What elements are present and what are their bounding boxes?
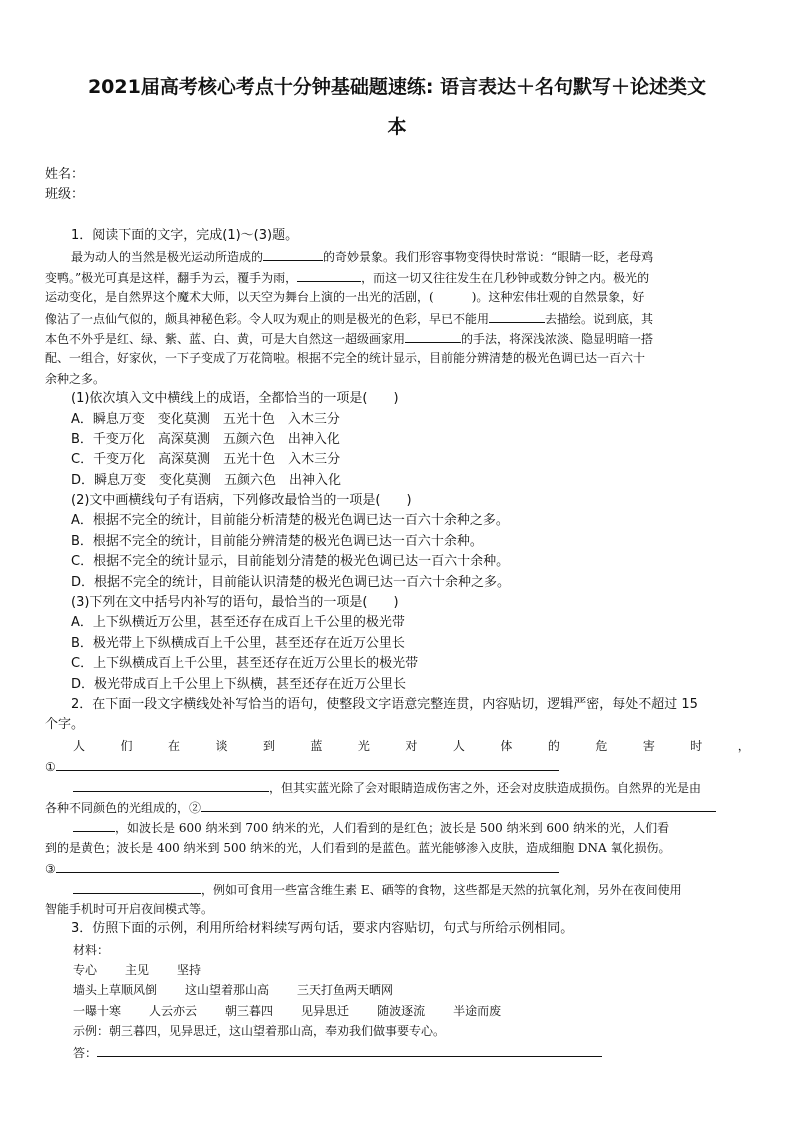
- question-content: [45, 226, 750, 1062]
- answer-blank-1[interactable]: [56, 756, 559, 771]
- answer-blank: [489, 308, 545, 323]
- q2-prompt: 2．在下面一段文字横线处补写恰当的语句，使整段文字语意完整连贯，内容贴切，逻辑严密，每处不超过 15: [71, 696, 698, 712]
- q2-text-line: ，例如可食用一些富含维生素 E、硒等的食物，这些都是天然的抗氧化剂，另外在夜间使用: [45, 879, 750, 899]
- answer-blank-1-cont[interactable]: [73, 777, 269, 792]
- option-a[interactable]: A．上下纵横近万公里，甚至还存在成百上千公里的极光带: [71, 615, 405, 631]
- option-b[interactable]: B．根据不完全的统计，目前能分辨清楚的极光色调已达一百六十余种。: [71, 533, 483, 549]
- q1-passage-line: 最为动人的当然是极光运动所造成的 的奇妙景象。我们形容事物变得快时常说：“眼睛一眨，老母鸡: [45, 246, 750, 266]
- q1-prompt: 1．阅读下面的文字，完成(1)～(3)题。: [71, 228, 299, 243]
- q2-prompt-cont: 个字。: [45, 717, 85, 733]
- name-label: 姓名：: [45, 167, 85, 182]
- q1-sub2-stem: (2)文中画横线句子有语病，下列修改最恰当的一项是( ): [71, 493, 412, 509]
- answer-blank: [297, 267, 361, 282]
- q1-sub3-stem: (3)下列在文中括号内补写的语句，最恰当的一项是( ): [71, 595, 399, 611]
- q3-example: 示例：朝三暮四，见异思迁，这山望着那山高，奉劝我们做事要专心。: [73, 1024, 446, 1039]
- option-a[interactable]: A．瞬息万变 变化莫测 五光十色 入木三分: [71, 411, 340, 427]
- q2-text-line: ，但其实蓝光除了会对眼睛造成伤害之外，还会对皮肤造成损伤。自然界的光是由: [45, 777, 750, 797]
- q3-prompt: 3．仿照下面的示例，利用所给材料续写两句话，要求内容贴切，句式与所给示例相同。: [71, 921, 574, 937]
- option-d[interactable]: D．根据不完全的统计，目前能认识清楚的极光色调已达一百六十余种之多。: [71, 574, 511, 590]
- q2-text-line: 各种不同颜色的光组成的，②: [45, 797, 750, 817]
- q2-spread-line: 人 们 在 谈 到 蓝 光 对 人 体 的 危 害 时 ，: [73, 738, 750, 753]
- option-c[interactable]: C．千变万化 高深莫测 五光十色 入木三分: [71, 452, 341, 468]
- q1-passage-line: 运动变化，是自然界这个魔术大师，以天空为舞台上演的一出光的活剧，( )。这种宏伟壮观的自然景象，好: [45, 290, 645, 305]
- q1-passage-line: 变鸭。”极光可真是这样，翻手为云，覆手为雨， ，而这一切又往往发生在几秒钟或数分钟之内。极光的: [45, 267, 750, 287]
- option-b[interactable]: B．极光带上下纵横成百上千公里，甚至还存在近万公里长: [71, 635, 405, 651]
- q3-answer-blank[interactable]: [97, 1042, 602, 1057]
- option-c[interactable]: C．上下纵横成百上千公里，甚至还存在近万公里长的极光带: [71, 656, 419, 672]
- class-label: 班级：: [45, 187, 85, 202]
- q1-passage-line: 像沾了一点仙气似的，颇具神秘色彩。令人叹为观止的则是极光的色彩，早已不能用 去描绘。说到底，其: [45, 308, 750, 328]
- option-c[interactable]: C．根据不完全的统计显示，目前能划分清楚的极光色调已达一百六十余种。: [71, 554, 510, 570]
- q2-blank-1-line: ①: [45, 756, 750, 776]
- q1-passage-line: 余种之多。: [45, 371, 106, 386]
- q2-text-line: 到的是黄色；波长是 400 纳米到 500 纳米的光，人们看到的是蓝色。蓝光能够渗入皮肤，造成细胞 DNA 氧化损伤。: [45, 840, 671, 855]
- answer-blank-3[interactable]: [56, 858, 559, 873]
- material-label: 材料：: [73, 942, 110, 957]
- answer-blank: [405, 328, 461, 343]
- option-d[interactable]: D．瞬息万变 变化莫测 五颜六色 出神入化: [71, 472, 342, 488]
- material-row-2: 墙头上草顺风倒 这山望着那山高 三天打鱼两天晒网: [73, 983, 394, 998]
- answer-blank-3-cont[interactable]: [73, 879, 201, 894]
- option-a[interactable]: A．根据不完全的统计，目前能分析清楚的极光色调已达一百六十余种之多。: [71, 513, 509, 529]
- q2-text-line: 智能手机时可开启夜间模式等。: [45, 901, 214, 916]
- q1-passage-line: 本色不外乎是红、绿、紫、蓝、白、黄，可是大自然这一超级画家用 的手法，将深浅浓淡、隐显明暗一搭: [45, 328, 750, 348]
- answer-blank: [263, 246, 323, 261]
- answer-blank-2[interactable]: [201, 797, 716, 812]
- answer-label: 答：: [73, 1045, 98, 1060]
- document-title-line-1: 2021届高考核心考点十分钟基础题速练: 语言表达＋名句默写＋论述类文: [87, 76, 707, 98]
- q3-answer-line: [45, 1042, 750, 1062]
- q1-passage-line: 配、一组合，好家伙，一下子变成了万花筒啦。根据不完全的统计显示，目前能分辨清楚的极光色调已达一百六十: [45, 351, 646, 366]
- q2-text-line: ，如波长是 600 纳米到 700 纳米的光，人们看到的是红色；波长是 500 纳米到 600 纳米的光，人们看: [45, 817, 750, 837]
- material-row-3: 一曝十寒 人云亦云 朝三暮四 见异思迁 随波逐流 半途而废: [73, 1003, 502, 1018]
- answer-blank-2-cont[interactable]: [73, 817, 115, 832]
- q1-sub1-stem: (1)依次填入文中横线上的成语，全都恰当的一项是( ): [71, 391, 399, 407]
- option-d[interactable]: D．极光带成百上千公里上下纵横，甚至还存在近万公里长: [71, 676, 407, 692]
- option-b[interactable]: B．千变万化 高深莫测 五颜六色 出神入化: [71, 431, 340, 447]
- document-title-line-2: 本: [387, 116, 407, 138]
- q2-blank-3-line: ③: [45, 858, 750, 878]
- material-row-1: 专心 主见 坚持: [73, 963, 202, 978]
